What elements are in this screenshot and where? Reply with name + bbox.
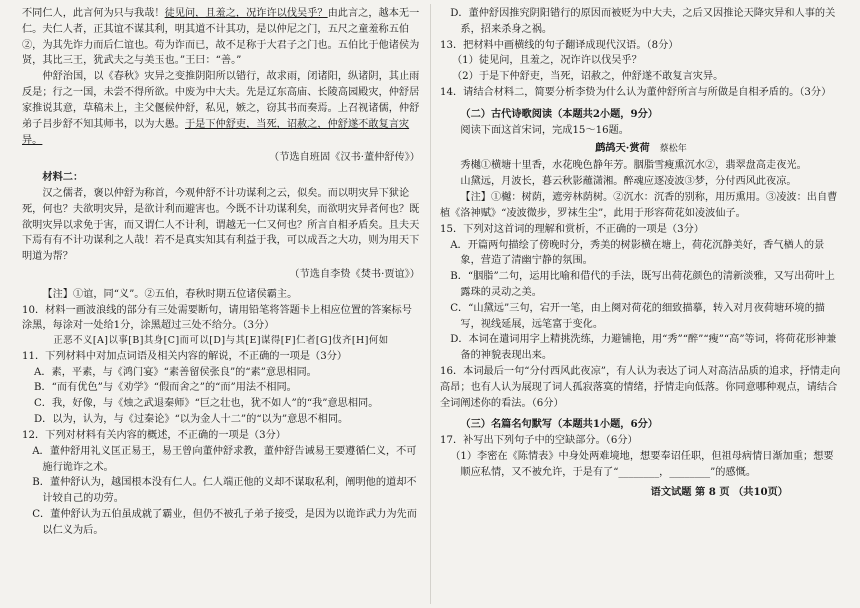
- underlined-sentence-1: 徒见问，且羞之，况诈许以伐吴乎？: [164, 8, 328, 19]
- question-12: 12．下列对材料有关内容的概述，不正确的一项是（3分）: [22, 429, 286, 441]
- q13-item-2: （2）于是下仲舒吏，当死，诏赦之，仲舒遂不敢复言灾异。: [452, 71, 724, 83]
- source-citation-1: （节选自班固《汉书·董仲舒传》）: [269, 152, 420, 164]
- material1-paragraph-2: 仲舒治国，以《春秋》灾异之变推阴阳所以错行，故求雨，闭诸阳，纵诸阴，其止雨反是；行之一国，未尝不得所欲。中废为中大夫。先是辽东高庙、长陵高园殿灾，仲舒居家推说其意，草稿未上，主父偃候仲舒，私见，嫉之，窃其书而奏焉。上召视诸儒，仲舒弟子吕步舒不知其师书，以为大愚。于是下仲舒吏，当死，诏赦之，仲舒遂不敢复言灾异。: [22, 71, 420, 146]
- page-footer: 语文试题 第 8 页 （共10页）: [650, 485, 788, 498]
- poem-line-1: 秀樾①横塘十里香，水花晚色静年芳。胭脂雪瘦熏沉水②，翡翠盘高走夜光。: [460, 160, 807, 172]
- right-column: [440, 6, 842, 604]
- material2-paragraph: 汉之儒者，褒以仲舒为称首，今观仲舒不计功谋利之云，似矣。而以明灾异下狱论死，何也？夫欲明灾异，是欲计利而避害也。今既不计功谋利矣，而欲明灾异者何也？既欲明灾异以求免于害，而又谓仁人不计利，谓越无一仁又何也？所言自相矛盾矣。且夫天下焉有有不计功谋利之人哉！若不是真实知其有利益于我，可以成吾之大功，则为用天下明道为帮？: [22, 187, 420, 263]
- q12-option-c: C．董仲舒认为五伯虽成就了霸业，但仍不被孔子弟子接受，是因为以诡诈武力为先而以仁义为后。: [32, 508, 417, 536]
- source-citation-2: （节选自李贽《焚书·贾谊》）: [289, 269, 420, 280]
- section-2-intro: 阅读下面这首宋词，完成15～16题。: [460, 124, 629, 136]
- poem-title: 鹧鸪天·赏荷 蔡松年: [595, 141, 687, 154]
- annotation-note: 【注】①谊，同“义”。②五伯，春秋时期五位诸侯霸主。: [42, 288, 298, 300]
- column-divider: [430, 4, 431, 604]
- question-14: 14．请结合材料二，简要分析李贽为什么认为董仲舒所言与所做是自相矛盾的。（3分）: [440, 87, 832, 99]
- poem-line-2: 山黛远，月波长，暮云秋影蘸潇湘。醉魂应逐凌波③梦，分付西风此夜凉。: [460, 176, 797, 188]
- left-column: [22, 6, 420, 604]
- question-17: 17．补写出下列句子中的空缺部分。（6分）: [440, 435, 638, 447]
- section-3-heading: （三）名篇名句默写（本题共1小题，6分）: [460, 418, 658, 431]
- q12-option-b: B．董仲舒认为，越国根本没有仁人。仁人端正他的义却不谋取私利，阐明他的道却不计较自己的功劳。: [32, 477, 417, 505]
- question-10: 10．材料一画波浪线的部分有三处需要断句，请用铅笔将答题卡上相应位置的答案标号涂黑，每涂对一处给1分，涂黑超过三处不给分。（3分）: [22, 304, 412, 332]
- q11-option-b: B．“而有优色”与《劝学》“假而舍之”的“而”用法不相同。: [34, 382, 297, 394]
- poem-note: 【注】①樾：树荫，遮旁林荫树。②沉水：沉香的别称，用历熏用。③凌波：出自曹植《洛神赋》“凌波微步，罗袜生尘”，此用于形容荷花如凌波仙子。: [440, 192, 838, 219]
- poem-author: 蔡松年: [659, 143, 687, 154]
- underlined-sentence-2: 于是下仲舒吏，当死，诏赦之，仲舒遂不敢复言灾异。: [22, 118, 410, 146]
- question-10-sentence: 正恶不义[A]以事[B]其身[C]而可以[D]与其[E]谋得[F]仁者[G]伐齐[H]何如: [53, 335, 389, 347]
- q12-option-a: A．董仲舒用礼义匡正易王，易王曾向董仲舒求教，董仲舒告诫易王要遵循仁义，不可施行诡诈之术。: [32, 445, 417, 473]
- q13-item-1: （1）徒见问，且羞之，况诈许以伐吴乎？: [452, 55, 642, 67]
- q11-option-a: A．素，平素，与《鸿门宴》“素善留侯张良”的“素”意思相同。: [34, 366, 317, 378]
- question-11: 11．下列材料中对加点词语及相关内容的解说，不正确的一项是（3分）: [22, 350, 348, 362]
- q17-item-1: （1）李密在《陈情表》中身处两难境地，想要奉诏任职，但祖母病情日渐加重；想要顺应私情，又不被允许，于是有了“________，________”的感慨。: [450, 451, 834, 478]
- question-15: 15．下列对这首词的理解和赏析，不正确的一项是（3分）: [440, 223, 704, 235]
- material1-paragraph-1: 不同仁人，此言何为只与我哉！徒见问，且羞之，况诈许以伐吴乎？由此言之，越本无一仁。夫仁人者，正其谊不谋其利，明其道不计其功，是以仲尼之门，五尺之童羞称五伯②，为其先诈力而后仁谊也。苟为诈而已，故不足称于大君子之门也。五伯比于他诸侯为贤，其比三王，犹武夫之与美玉也。”王曰：“善。”: [22, 8, 420, 67]
- question-16: 16．本词最后一句“分付西风此夜凉”，有人认为表达了词人对高洁品质的追求，抒情走向高昂；也有人认为展现了词人孤寂落寞的情绪，抒情走向低落。你同意哪种观点，请结合全词阐述你的看法。（6分）: [440, 366, 841, 409]
- q15-option-b: B．“胭脂”二句，运用比喻和借代的手法，既写出荷花颜色的清新淡雅，又写出荷叶上露珠的灵动之美。: [450, 271, 835, 298]
- q11-option-c: C．我，好像，与《烛之武退秦师》“巨之壮也，犹不如人”的“我”意思相同。: [34, 398, 379, 410]
- q11-option-d: D．以为，认为，与《过秦论》“以为金人十二”的“以为”意思不相同。: [34, 414, 349, 426]
- q15-option-d: D．本词在遣词用字上精挑洗练，力避铺艳，用“秀”“醉”“瘦”“高”等词，将荷花形神兼备的神貌表现出来。: [450, 334, 837, 362]
- material2-title: 材料二：: [42, 171, 84, 184]
- question-13: 13．把材料中画横线的句子翻译成现代汉语。（8分）: [440, 39, 679, 51]
- q12-option-d: D．董仲舒因推究阴阳错行的原因而被贬为中大夫，之后又因推论天降灾异和人事的关系，招来杀身之祸。: [450, 8, 836, 35]
- q15-option-a: A．开篇两句描绘了傍晚时分，秀美的树影横在塘上，荷花沉静美好，香气楢人的景象，营造了清幽宁静的氛围。: [450, 239, 825, 267]
- section-2-heading: （二）古代诗歌阅读（本题共2小题，9分）: [460, 107, 658, 120]
- q15-option-c: C．“山黛远”三句，宕开一笔，由上阕对荷花的细致描摹，转入对月夜荷塘环境的描写，视线延展，远笔富于变化。: [450, 302, 825, 330]
